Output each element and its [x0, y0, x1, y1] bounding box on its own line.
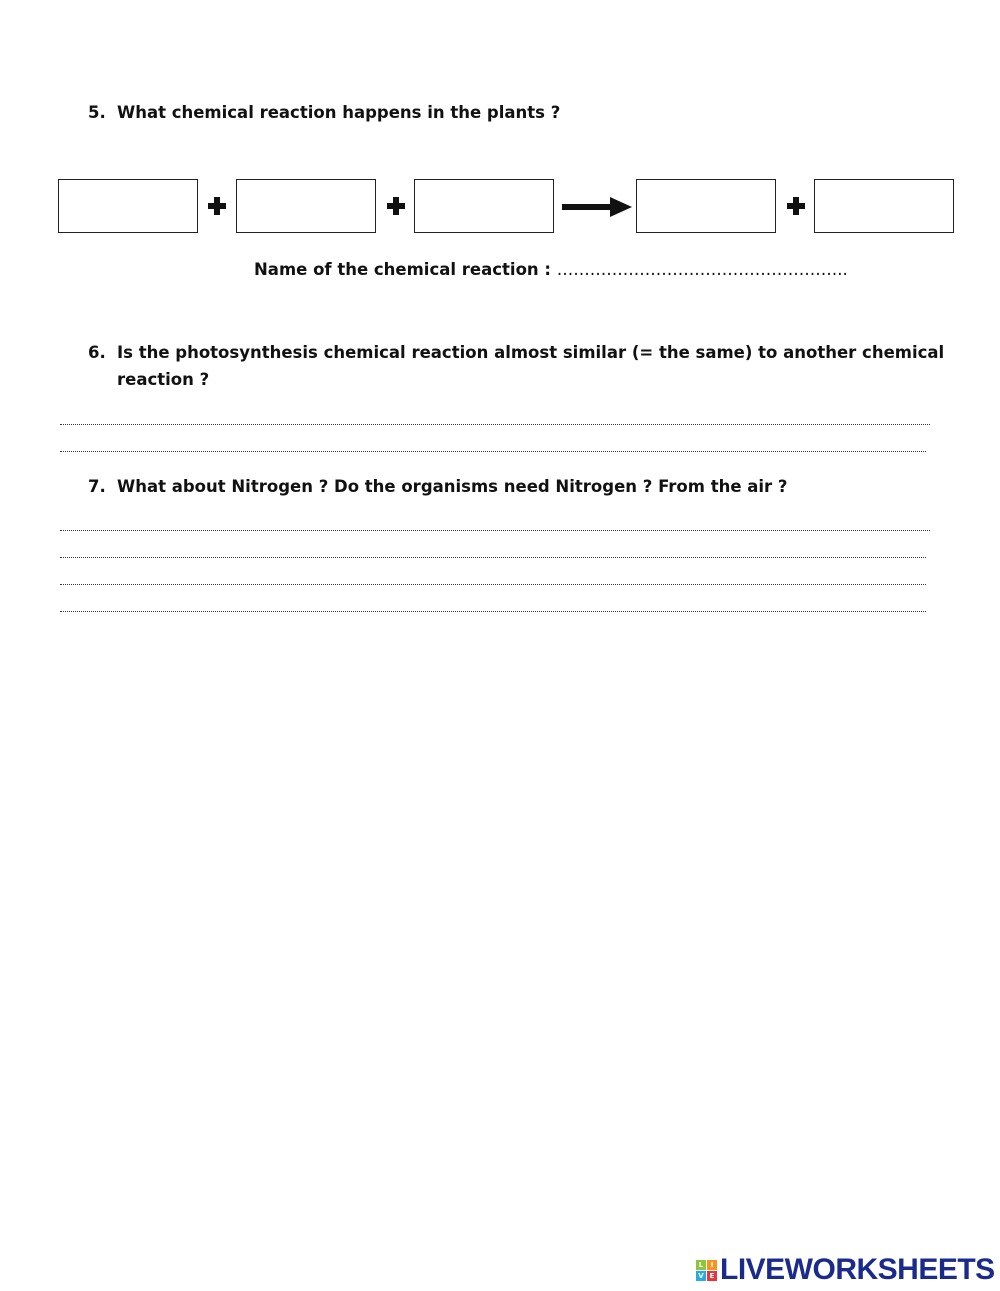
plus-icon	[787, 197, 805, 215]
answer-line[interactable]	[60, 557, 926, 558]
answer-line[interactable]	[60, 530, 930, 531]
question-number: 5.	[88, 103, 106, 122]
liveworksheets-logo	[696, 1252, 995, 1288]
answer-line[interactable]	[60, 451, 926, 452]
logo-tile: E	[707, 1271, 717, 1281]
question-5	[88, 99, 560, 126]
question-text: What chemical reaction happens in the plants ?	[117, 103, 561, 122]
reactant-input-1[interactable]	[58, 179, 198, 233]
answer-line[interactable]	[60, 424, 930, 425]
question-text: Is the photosynthesis chemical reaction almost similar (= the same) to another chemical	[117, 343, 945, 362]
reactant-input-3[interactable]	[414, 179, 554, 233]
plus-icon	[387, 197, 405, 215]
question-text-continuation: reaction ?	[117, 370, 210, 389]
logo-text: LIVEWORKSHEETS	[720, 1253, 995, 1286]
question-number: 6.	[88, 343, 106, 362]
logo-tile: I	[707, 1260, 717, 1270]
reaction-name-line	[254, 260, 848, 279]
arrow-right-icon	[562, 197, 632, 217]
logo-tile: L	[696, 1260, 706, 1270]
question-6	[88, 339, 944, 393]
answer-line[interactable]	[60, 584, 926, 585]
product-input-2[interactable]	[814, 179, 954, 233]
question-number: 7.	[88, 477, 106, 496]
question-text: What about Nitrogen ? Do the organisms need Nitrogen ? From the air ?	[117, 477, 788, 496]
answer-line[interactable]	[60, 611, 926, 612]
logo-tile: V	[696, 1271, 706, 1281]
logo-tiles-icon	[696, 1260, 717, 1281]
reaction-name-blank[interactable]: ……………………………………………..	[556, 260, 848, 279]
plus-icon	[208, 197, 226, 215]
product-input-1[interactable]	[636, 179, 776, 233]
reactant-input-2[interactable]	[236, 179, 376, 233]
reaction-name-label: Name of the chemical reaction :	[254, 260, 551, 279]
question-7	[88, 473, 788, 500]
